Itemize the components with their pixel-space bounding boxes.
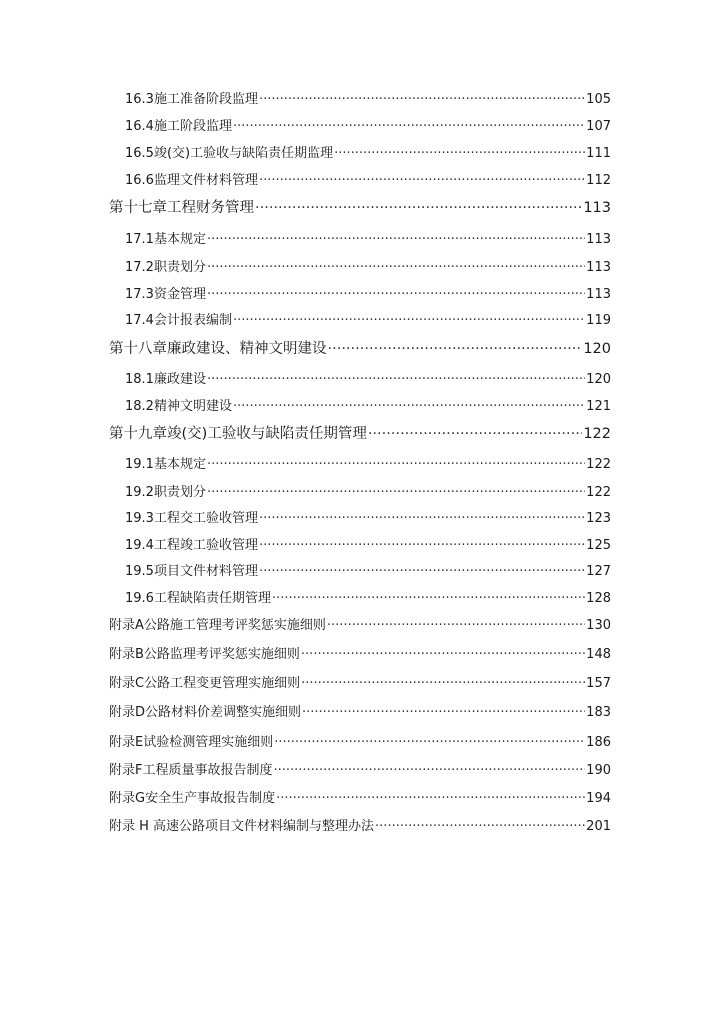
toc-entry (125, 507, 611, 526)
toc-entry (125, 115, 611, 134)
toc-dot-leader (301, 676, 585, 691)
toc-entry-page: 130 (586, 618, 611, 633)
toc-entry (125, 481, 611, 500)
toc-entry-title: 19.5项目文件材料管理 (125, 564, 258, 579)
toc-dot-leader (233, 399, 585, 414)
toc-appendix-entry (109, 614, 611, 633)
toc-entry (125, 142, 611, 161)
toc-dot-leader (327, 618, 585, 633)
toc-entry-page: 105 (586, 92, 611, 107)
toc-dot-leader (272, 591, 585, 606)
toc-entry-title: 16.6监理文件材料管理 (125, 173, 258, 188)
toc-dot-leader (233, 119, 585, 134)
toc-entry-title: 第十八章廉政建设、精神文明建设 (109, 341, 327, 357)
toc-dot-leader (207, 232, 585, 247)
toc-entry-page: 122 (586, 457, 611, 472)
toc-entry-page: 190 (586, 763, 611, 778)
toc-appendix-entry (109, 731, 611, 750)
toc-entry-page: 111 (586, 146, 611, 161)
toc-entry-title: 17.4会计报表编制 (125, 313, 232, 328)
toc-dot-leader (334, 146, 585, 161)
toc-entry-title: 17.1基本规定 (125, 232, 206, 247)
toc-entry (125, 309, 611, 328)
toc-entry (125, 453, 611, 472)
toc-entry-page: 113 (586, 232, 611, 247)
toc-entry-title: 附录G安全生产事故报告制度 (109, 791, 276, 806)
toc-entry-page: 157 (586, 676, 611, 691)
toc-appendix-entry (109, 759, 611, 778)
toc-dot-leader (375, 819, 585, 834)
toc-entry-page: 113 (586, 287, 611, 302)
toc-entry-title: 第十九章竣(交)工验收与缺陷责任期管理 (109, 426, 367, 442)
toc-entry-title: 19.3工程交工验收管理 (125, 511, 258, 526)
toc-entry-title: 18.1廉政建设 (125, 372, 206, 387)
toc-appendix-entry (109, 672, 611, 691)
toc-dot-leader (273, 763, 585, 778)
toc-chapter-entry (109, 196, 611, 217)
toc-entry (125, 283, 611, 302)
toc-entry-page: 119 (586, 313, 611, 328)
toc-dot-leader (207, 287, 585, 302)
toc-entry-page: 125 (586, 538, 611, 553)
toc-entry-title: 17.2职责划分 (125, 260, 206, 275)
toc-entry-title: 18.2精神文明建设 (125, 399, 232, 414)
toc-entry-title: 附录E试验检测管理实施细则 (109, 735, 274, 750)
toc-dot-leader (259, 538, 585, 553)
toc-entry (125, 228, 611, 247)
toc-appendix-entry (109, 815, 611, 834)
toc-entry (125, 88, 611, 107)
toc-entry-page: 107 (586, 119, 611, 134)
toc-dot-leader (328, 341, 583, 357)
toc-entry-title: 19.4工程竣工验收管理 (125, 538, 258, 553)
toc-entry-page: 121 (586, 399, 611, 414)
toc-dot-leader (259, 511, 585, 526)
toc-entry-page: 123 (586, 511, 611, 526)
toc-entry-title: 附录D公路材料价差调整实施细则 (109, 705, 302, 720)
toc-entry-page: 122 (583, 426, 611, 442)
toc-entry-page: 128 (586, 591, 611, 606)
toc-entry-title: 附录 H 高速公路项目文件材料编制与整理办法 (109, 819, 375, 834)
toc-entry-page: 186 (586, 735, 611, 750)
toc-entry (125, 368, 611, 387)
toc-entry-page: 183 (586, 705, 611, 720)
toc-dot-leader (255, 200, 582, 216)
toc-dot-leader (368, 426, 583, 442)
toc-entry-title: 附录B公路监理考评奖惩实施细则 (109, 647, 300, 662)
toc-entry-page: 120 (583, 341, 611, 357)
toc-dot-leader (274, 735, 585, 750)
toc-chapter-entry (109, 422, 611, 443)
toc-entry (125, 256, 611, 275)
toc-dot-leader (207, 485, 585, 500)
toc-entry-title: 16.5竣(交)工验收与缺陷责任期监理 (125, 146, 334, 161)
toc-entry-page: 194 (586, 791, 611, 806)
toc-dot-leader (207, 372, 585, 387)
toc-dot-leader (207, 457, 585, 472)
toc-dot-leader (259, 92, 585, 107)
toc-appendix-entry (109, 701, 611, 720)
toc-entry-page: 148 (586, 647, 611, 662)
toc-appendix-entry (109, 787, 611, 806)
toc-entry (125, 587, 611, 606)
toc-entry (125, 169, 611, 188)
toc-entry (125, 395, 611, 414)
toc-dot-leader (259, 173, 585, 188)
toc-dot-leader (276, 791, 585, 806)
toc-entry-title: 19.6工程缺陷责任期管理 (125, 591, 271, 606)
toc-entry (125, 560, 611, 579)
toc-entry-page: 122 (586, 485, 611, 500)
toc-entry-title: 附录C公路工程变更管理实施细则 (109, 676, 301, 691)
toc-entry-title: 16.3施工准备阶段监理 (125, 92, 258, 107)
toc-dot-leader (302, 705, 585, 720)
toc-entry-title: 19.1基本规定 (125, 457, 206, 472)
toc-entry-page: 120 (586, 372, 611, 387)
toc-entry-title: 19.2职责划分 (125, 485, 206, 500)
toc-entry-page: 113 (583, 200, 611, 216)
toc-dot-leader (233, 313, 585, 328)
toc-entry-title: 17.3资金管理 (125, 287, 206, 302)
toc-appendix-entry (109, 643, 611, 662)
toc-dot-leader (259, 564, 585, 579)
toc-entry (125, 534, 611, 553)
toc-dot-leader (301, 647, 585, 662)
toc-entry-title: 16.4施工阶段监理 (125, 119, 232, 134)
toc-entry-title: 附录F工程质量事故报告制度 (109, 763, 273, 778)
toc-entry-title: 第十七章工程财务管理 (109, 200, 254, 216)
toc-entry-title: 附录A公路施工管理考评奖惩实施细则 (109, 618, 326, 633)
toc-entry-page: 127 (586, 564, 611, 579)
toc-entry-page: 113 (586, 260, 611, 275)
toc-entry-page: 112 (586, 173, 611, 188)
toc-chapter-entry (109, 337, 611, 358)
toc-dot-leader (207, 260, 585, 275)
toc-entry-page: 201 (586, 819, 611, 834)
